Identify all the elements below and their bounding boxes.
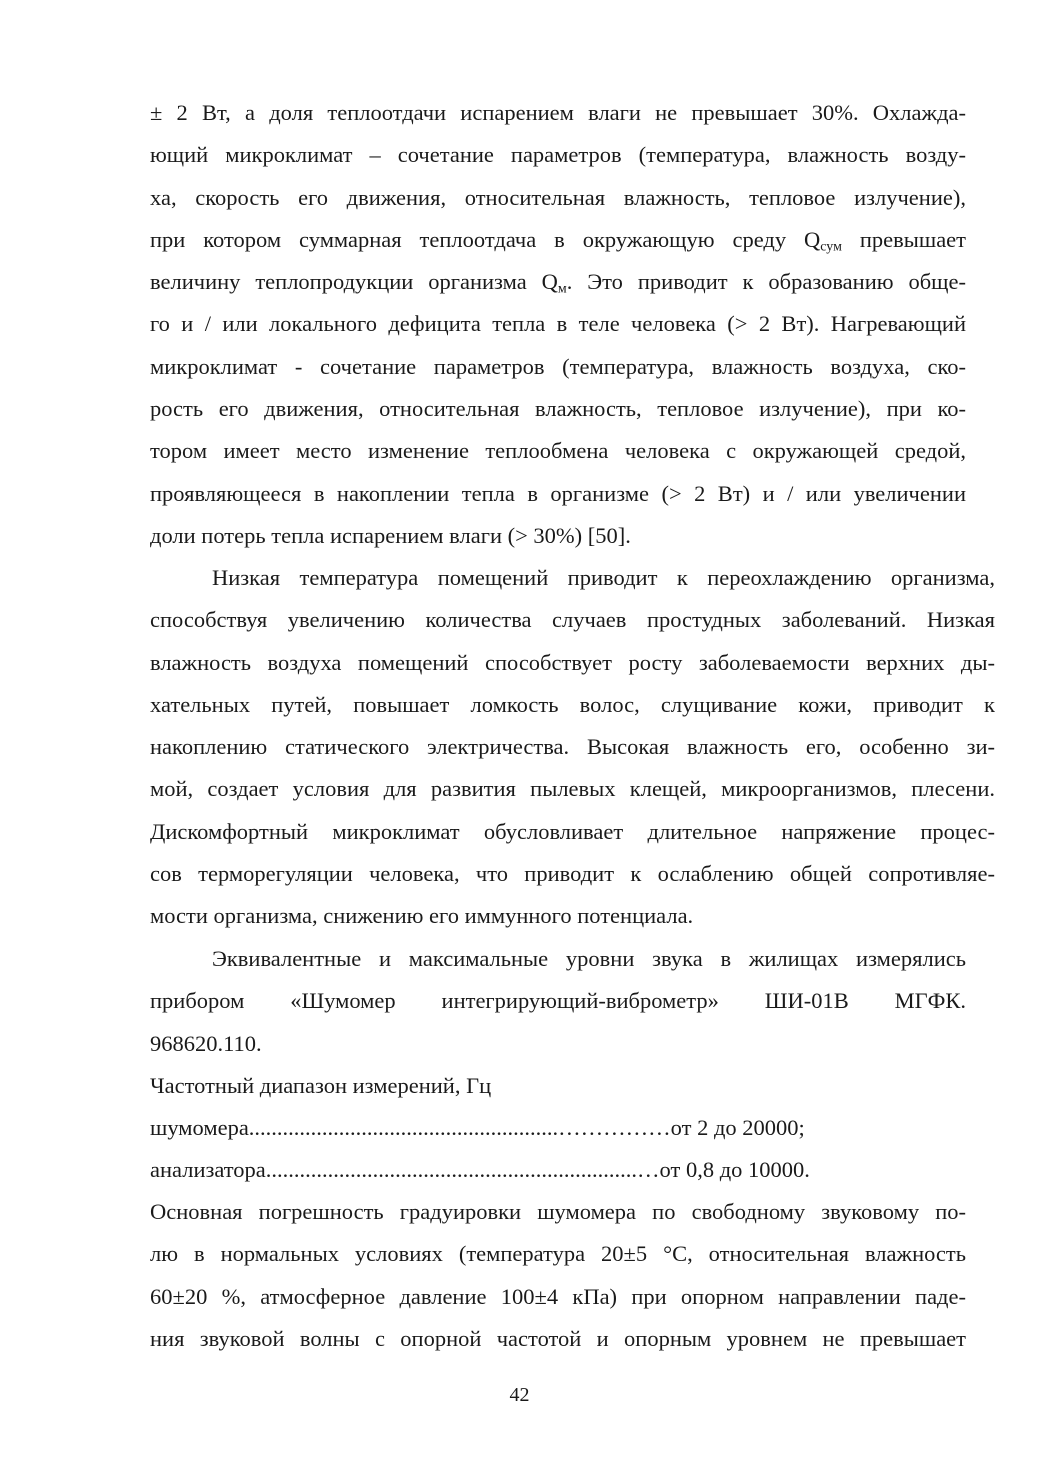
text-line: Низкая температура помещений приводит к переохлаждению организма, (212, 565, 995, 590)
text-line: 968620.110. (150, 1030, 262, 1056)
text-line: мости организма, снижению его иммунного потенциала. (150, 903, 694, 929)
paragraph-low-temperature (150, 557, 995, 938)
text-segment: величину теплопродукции организма Q (150, 269, 558, 295)
text-line: ха, скорость его движения, относительная влажность, тепловое излучение), (150, 184, 966, 210)
text-line: ния звуковой волны с опорной частотой и опорным уровнем не превышает (150, 1325, 966, 1351)
text-line: накоплению статического электричества. Высокая влажность его, особенно зи- (150, 734, 995, 760)
text-line: прибором «Шумомер интегрирующий-виброметр» ШИ-01В МГФК. (150, 988, 966, 1014)
text-line: проявляющееся в накоплении тепла в организме (> 2 Вт) и / или увеличении (150, 480, 966, 506)
text-line: го и / или локального дефицита тепла в теле человека (> 2 Вт). Нагревающий (150, 311, 966, 337)
subscript: сум (820, 239, 842, 255)
text-line (150, 261, 966, 303)
frequency-range-analyzer: анализатора..................................................................…от 0,8 до 10000. (150, 1157, 810, 1182)
text-segment: . Это приводит к образованию обще- (566, 269, 966, 295)
page-number: 42 (509, 1384, 530, 1406)
frequency-range-title: Частотный диапазон измерений, Гц (150, 1073, 492, 1098)
text-line: ± 2 Вт, а доля теплоотдачи испарением влаги не превышает 30%. Охлажда- (150, 100, 966, 125)
text-line: тором имеет место изменение теплообмена человека с окружающей средой, (150, 438, 966, 464)
subscript: м (557, 281, 567, 297)
text-line: рость его движения, относительная влажность, тепловое излучение), при ко- (150, 396, 966, 422)
paragraph-calibration-error (150, 1191, 966, 1360)
text-line: способствуя увеличению количества случаев простудных заболеваний. Низкая (150, 607, 995, 633)
text-line: Дискомфортный микроклимат обусловливает длительное напряжение процес- (150, 818, 995, 844)
frequency-range-meter: шумомера.......................................................……………от 2 до 20000; (150, 1115, 805, 1140)
text-line: сов терморегуляции человека, что приводит к ослаблению общей сопротивляе- (150, 861, 995, 887)
text-line: ющий микроклимат – сочетание параметров (температура, влажность возду- (150, 142, 966, 168)
text-line: Основная погрешность градуировки шумомера по свободному звуковому по- (150, 1199, 966, 1224)
text-line: мой, создает условия для развития пылевых клещей, микроорганизмов, плесени. (150, 776, 995, 802)
text-line: хательных путей, повышает ломкость волос, слущивание кожи, приводит к (150, 691, 995, 717)
text-segment: превышает (841, 226, 966, 252)
text-line: влажность воздуха помещений способствует росту заболеваемости верхних ды- (150, 649, 995, 675)
text-line (150, 219, 966, 261)
text-line: доли потерь тепла испарением влаги (> 30%) [50]. (150, 522, 631, 548)
text-line: 60±20 %, атмосферное давление 100±4 кПа) при опорном направлении паде- (150, 1283, 966, 1309)
text-segment: при котором суммарная теплоотдача в окружающую среду Q (150, 226, 821, 252)
paragraph-sound-levels (150, 938, 966, 1065)
text-line: Эквивалентные и максимальные уровни звука в жилищах измерялись (212, 946, 966, 971)
paragraph-microclimate (150, 92, 966, 557)
text-line: лю в нормальных условиях (температура 20±5 °С, относительная влажность (150, 1241, 966, 1267)
text-line: микроклимат - сочетание параметров (температура, влажность воздуха, ско- (150, 353, 966, 379)
